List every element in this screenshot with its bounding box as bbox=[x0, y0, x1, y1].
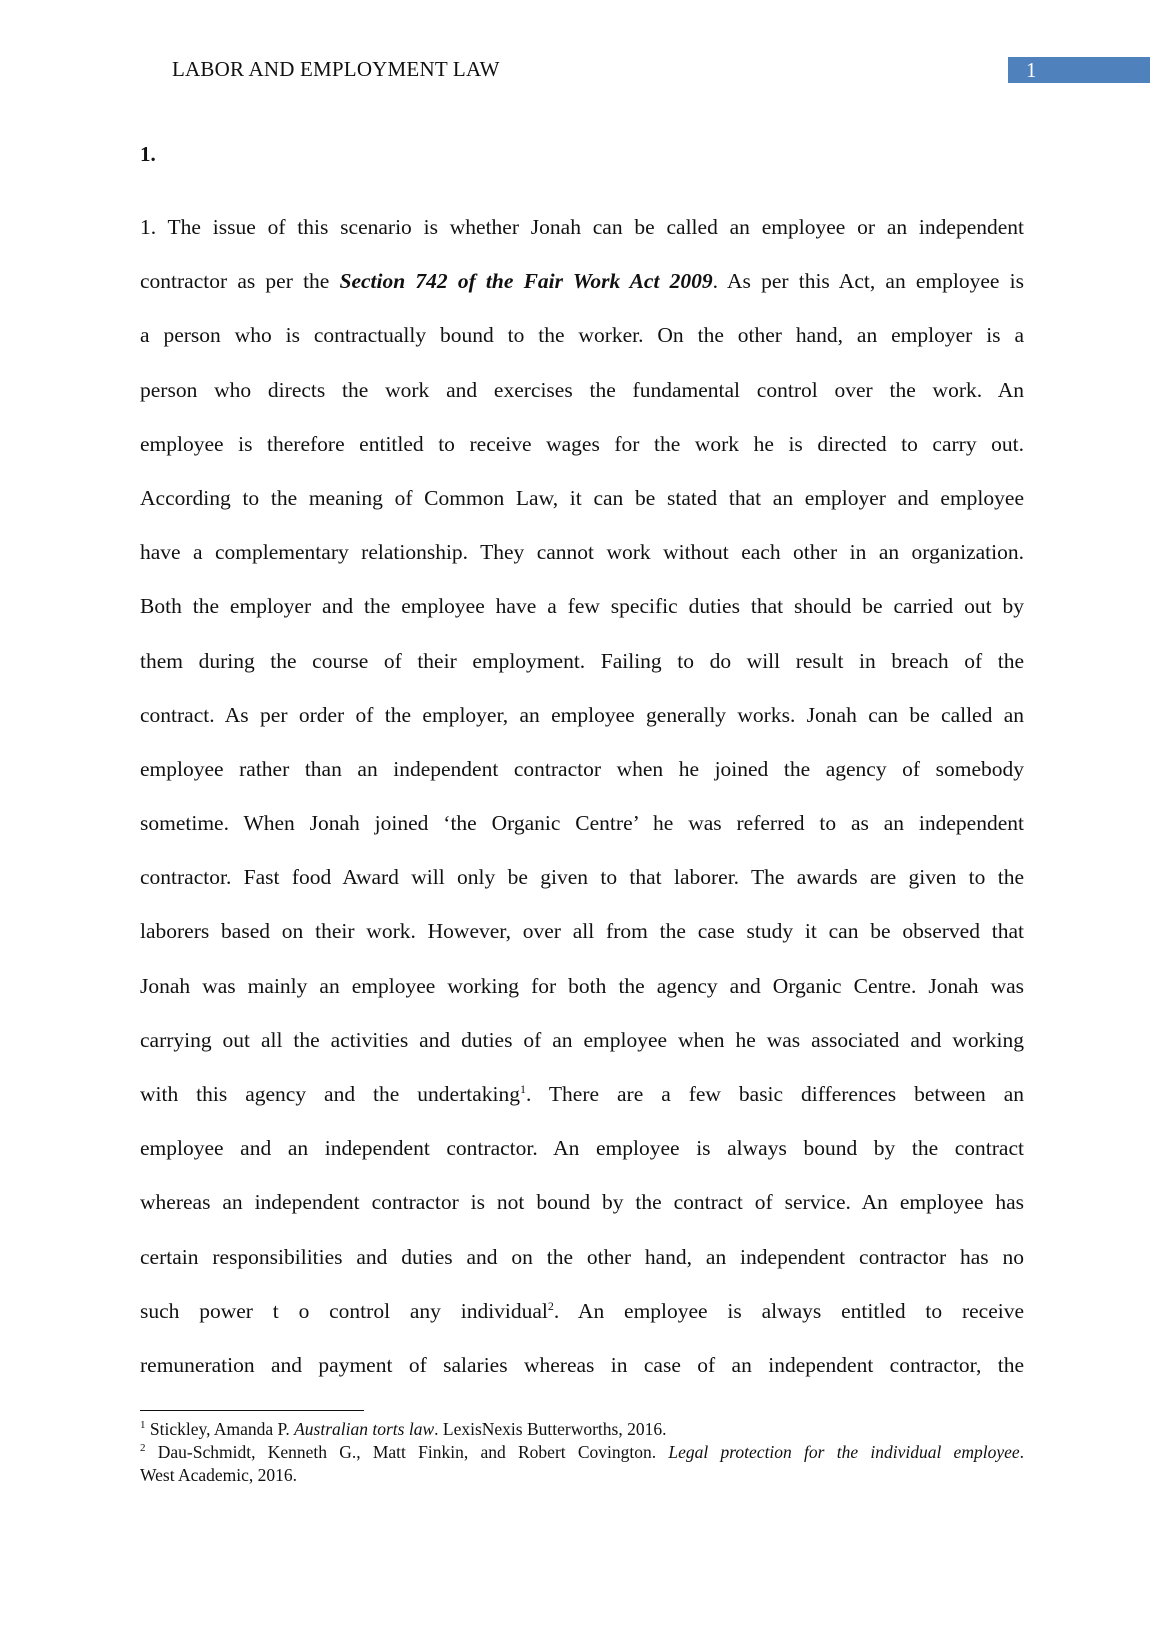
footnote-2: $^2$ Dau-Schmidt, Kenneth G., Matt Finkin, and Robert Covington. Legal protection for the individual employee. bbox=[140, 1442, 1025, 1462]
paragraph-line: carrying out all the activities and duties of an employee when he was associated and working bbox=[140, 1027, 1024, 1052]
paragraph-line: employee is therefore entitled to receive wages for the work he is directed to carry out. bbox=[140, 431, 1024, 456]
paragraph-line: them during the course of their employment. Failing to do will result in breach of the bbox=[140, 648, 1024, 673]
paragraph-line: contractor as per the Section 742 of the Fair Work Act 2009. As per this Act, an employee is bbox=[140, 269, 1024, 294]
footnotes bbox=[140, 1418, 1024, 1487]
paragraph-line: Both the employer and the employee have a few specific duties that should be carried out by bbox=[140, 594, 1024, 619]
paragraph-line: employee and an independent contractor. An employee is always bound by the contract bbox=[140, 1136, 1024, 1161]
footnote-2-title: Legal protection for the individual employee bbox=[668, 1442, 1020, 1462]
paragraph-line: Jonah was mainly an employee working for both the agency and Organic Centre. Jonah was bbox=[140, 973, 1024, 998]
footnote-ref-1[interactable]: 1 bbox=[519, 1081, 526, 1096]
paragraph-line: employee rather than an independent contractor when he joined the agency of somebody bbox=[140, 756, 1024, 781]
footnote-1: $^1$ Stickley, Amanda P. Australian torts law. LexisNexis Butterworths, 2016. bbox=[140, 1419, 667, 1439]
paragraph-line: whereas an independent contractor is not bound by the contract of service. An employee has bbox=[140, 1190, 1024, 1215]
footnote-2-continuation: West Academic, 2016. bbox=[140, 1465, 298, 1485]
body-paragraph bbox=[140, 200, 1024, 1392]
paragraph-line: contract. As per order of the employer, an employee generally works. Jonah can be called an bbox=[140, 702, 1024, 727]
footnote-separator bbox=[140, 1410, 364, 1411]
paragraph-line: According to the meaning of Common Law, it can be stated that an employer and employee bbox=[140, 485, 1024, 510]
paragraph-line: remuneration and payment of salaries whereas in case of an independent contractor, the bbox=[140, 1352, 1024, 1377]
paragraph-line: person who directs the work and exercises the fundamental control over the work. An bbox=[140, 377, 1024, 402]
act-reference: Section 742 of the Fair Work Act 2009 bbox=[339, 269, 713, 294]
paragraph-line: certain responsibilities and duties and on the other hand, an independent contractor has no bbox=[140, 1244, 1024, 1269]
paragraph-line: laborers based on their work. However, over all from the case study it can be observed that bbox=[140, 919, 1024, 944]
page-number-box bbox=[1008, 57, 1150, 83]
section-heading: 1. bbox=[140, 142, 156, 166]
paragraph-line: contractor. Fast food Award will only be given to that laborer. The awards are given to the bbox=[140, 865, 1024, 890]
page-number: 1 bbox=[1026, 58, 1037, 82]
paragraph-line: a person who is contractually bound to the worker. On the other hand, an employer is a bbox=[140, 323, 1024, 348]
footnote-ref-2[interactable]: 2 bbox=[547, 1298, 554, 1313]
running-header-title: LABOR AND EMPLOYMENT LAW bbox=[172, 57, 500, 81]
paragraph-line: with this agency and the undertaking$^1$. There are a few basic differences between an bbox=[140, 1081, 1024, 1106]
footnote-1-title: Australian torts law bbox=[294, 1419, 435, 1439]
paragraph-line: have a complementary relationship. They cannot work without each other in an organization. bbox=[140, 540, 1024, 565]
paragraph-line: sometime. When Jonah joined ‘the Organic Centre’ he was referred to as an independent bbox=[140, 811, 1024, 836]
paragraph-line: such power t o control any individual$^2$. An employee is always entitled to receive bbox=[140, 1298, 1024, 1323]
paragraph-line: 1. The issue of this scenario is whether Jonah can be called an employee or an independent bbox=[140, 215, 1024, 239]
